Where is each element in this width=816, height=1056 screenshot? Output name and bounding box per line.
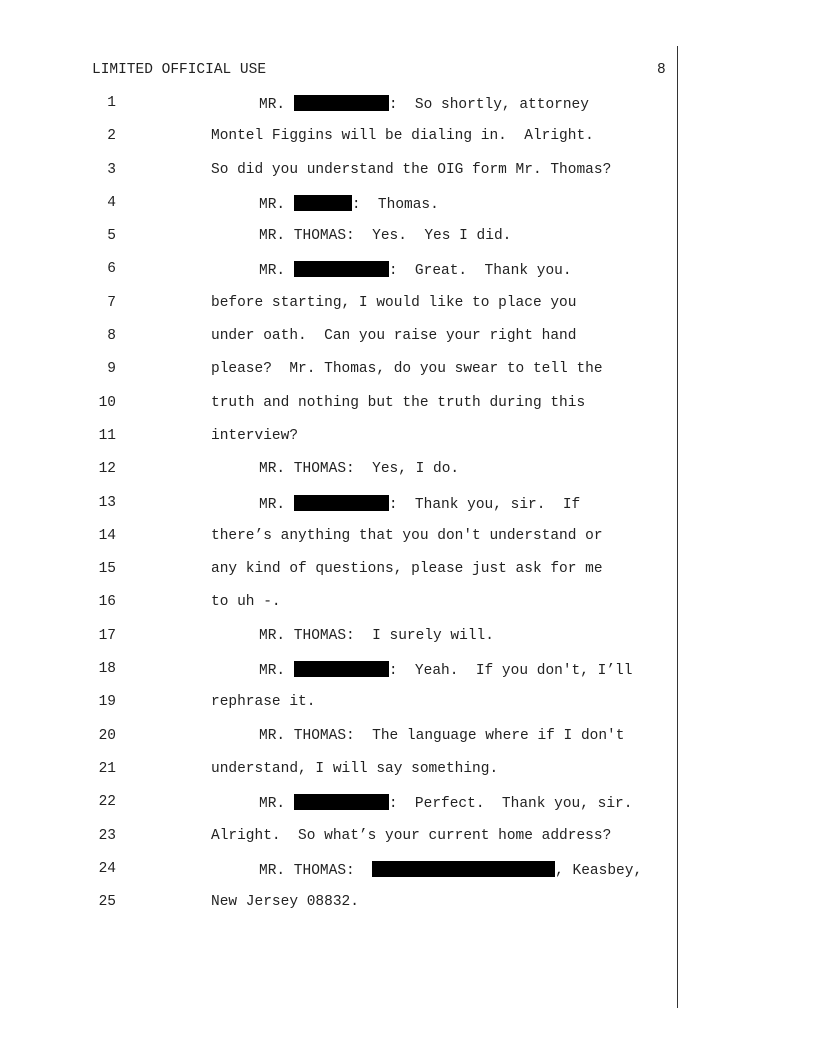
line-text [211,594,281,610]
line-text-segment: MR. [259,196,294,213]
line-number: 9 [107,361,116,378]
line-text-segment: Montel Figgins will be dialing in. Alright. [211,128,594,145]
line-text-segment: MR. THOMAS: Yes, I do. [259,461,460,478]
transcript-line [0,187,677,220]
transcript-line [0,353,677,386]
line-text [259,628,494,644]
line-number: 12 [98,461,116,478]
line-text [211,162,611,178]
redaction-bar [294,661,389,677]
transcript-line [0,620,677,653]
line-text [211,561,603,577]
redaction-bar [294,195,352,211]
transcript-line [0,586,677,619]
transcript-line [0,753,677,786]
line-text-segment: : Thank you, sir. If [388,496,581,513]
transcript-line [0,120,677,153]
line-number: 25 [98,894,116,911]
line-text [211,761,498,777]
line-text [211,694,315,710]
line-text-segment: MR. THOMAS: Yes. Yes I did. [259,228,512,245]
line-number: 4 [107,194,116,211]
transcript-body [0,87,677,919]
line-number: 21 [98,760,116,777]
line-number: 15 [98,561,116,578]
transcript-line [0,253,677,286]
transcript-line [0,87,677,120]
redaction-bar [294,495,389,511]
transcript-line [0,786,677,819]
line-text [211,894,359,910]
line-number: 11 [98,427,116,444]
line-text-segment: truth and nothing but the truth during this [211,394,586,411]
transcript-line [0,154,677,187]
transcript-line [0,653,677,686]
line-text-segment: MR. THOMAS: The language where if I don't [259,727,625,744]
line-number: 24 [98,860,116,877]
line-text [211,428,298,444]
page-number: 8 [657,62,666,78]
line-text [211,528,603,544]
line-text-segment: : Great. Thank you. [388,263,572,280]
line-text-segment: MR. THOMAS: I surely will. [259,627,494,644]
line-number: 23 [98,827,116,844]
redaction-bar [372,861,555,877]
line-text [259,95,589,113]
redaction-bar [294,794,389,810]
line-text-segment: any kind of questions, please just ask for me [211,561,603,578]
transcript-line [0,820,677,853]
line-text [259,461,459,477]
line-number: 18 [98,661,116,678]
line-text [259,728,624,744]
line-text [211,128,594,144]
line-text-segment: : Perfect. Thank you, sir. [388,796,633,813]
line-text [259,195,439,213]
line-text-segment: : Thomas. [351,196,439,213]
line-number: 6 [107,261,116,278]
line-text-segment: under oath. Can you raise your right hand [211,328,577,345]
transcript-line [0,220,677,253]
line-text-segment: MR. [259,663,294,680]
transcript-line [0,520,677,553]
line-text-segment: New Jersey 08832. [211,894,359,911]
line-text [211,395,585,411]
transcript-line [0,886,677,919]
line-text-segment: MR. [259,263,294,280]
line-text-segment: to uh -. [211,594,281,611]
line-text [259,495,580,513]
line-number: 20 [98,727,116,744]
line-number: 17 [98,627,116,644]
transcript-line [0,320,677,353]
line-text [211,328,576,344]
transcript-line [0,686,677,719]
line-number: 7 [107,294,116,311]
line-text [259,261,572,279]
transcript-line [0,720,677,753]
line-number: 3 [107,161,116,178]
line-text [259,228,511,244]
header-classification: LIMITED OFFICIAL USE [92,62,267,78]
line-number: 14 [98,527,116,544]
line-text [259,861,642,879]
line-number: 8 [107,328,116,345]
line-number: 16 [98,594,116,611]
transcript-line [0,420,677,453]
line-text-segment: : Yeah. If you don't, I’ll [388,663,633,680]
transcript-line [0,853,677,886]
line-text-segment: : So shortly, attorney [388,97,589,113]
line-number: 22 [98,794,116,811]
transcript-line [0,487,677,520]
line-text-segment: MR. THOMAS: [259,862,373,879]
line-text-segment: there’s anything that you don't understand or [211,527,603,544]
margin-rule [677,46,678,1008]
transcript-line [0,387,677,420]
line-text-segment: So did you understand the OIG form Mr. Thomas? [211,161,612,178]
line-text-segment: MR. [259,496,294,513]
line-number: 5 [107,228,116,245]
line-text-segment: rephrase it. [211,694,316,711]
line-number: 13 [98,494,116,511]
line-text-segment: please? Mr. Thomas, do you swear to tell the [211,361,603,378]
transcript-line [0,287,677,320]
line-text-segment: , Keasbey, [555,862,643,879]
line-number: 2 [107,128,116,145]
line-text-segment: MR. [259,97,294,113]
line-number: 19 [98,694,116,711]
redaction-bar [294,95,389,111]
transcript-line [0,453,677,486]
line-text-segment: understand, I will say something. [211,760,499,777]
line-text-segment: interview? [211,427,299,444]
line-text-segment: Alright. So what’s your current home address? [211,827,612,844]
line-text [211,828,611,844]
line-text [211,361,603,377]
line-text [211,295,576,311]
line-number: 1 [107,95,116,111]
redaction-bar [294,261,389,277]
line-text [259,661,632,679]
line-number: 10 [98,394,116,411]
line-text-segment: before starting, I would like to place you [211,294,577,311]
transcript-line [0,553,677,586]
line-text-segment: MR. [259,796,294,813]
line-text [259,794,632,812]
